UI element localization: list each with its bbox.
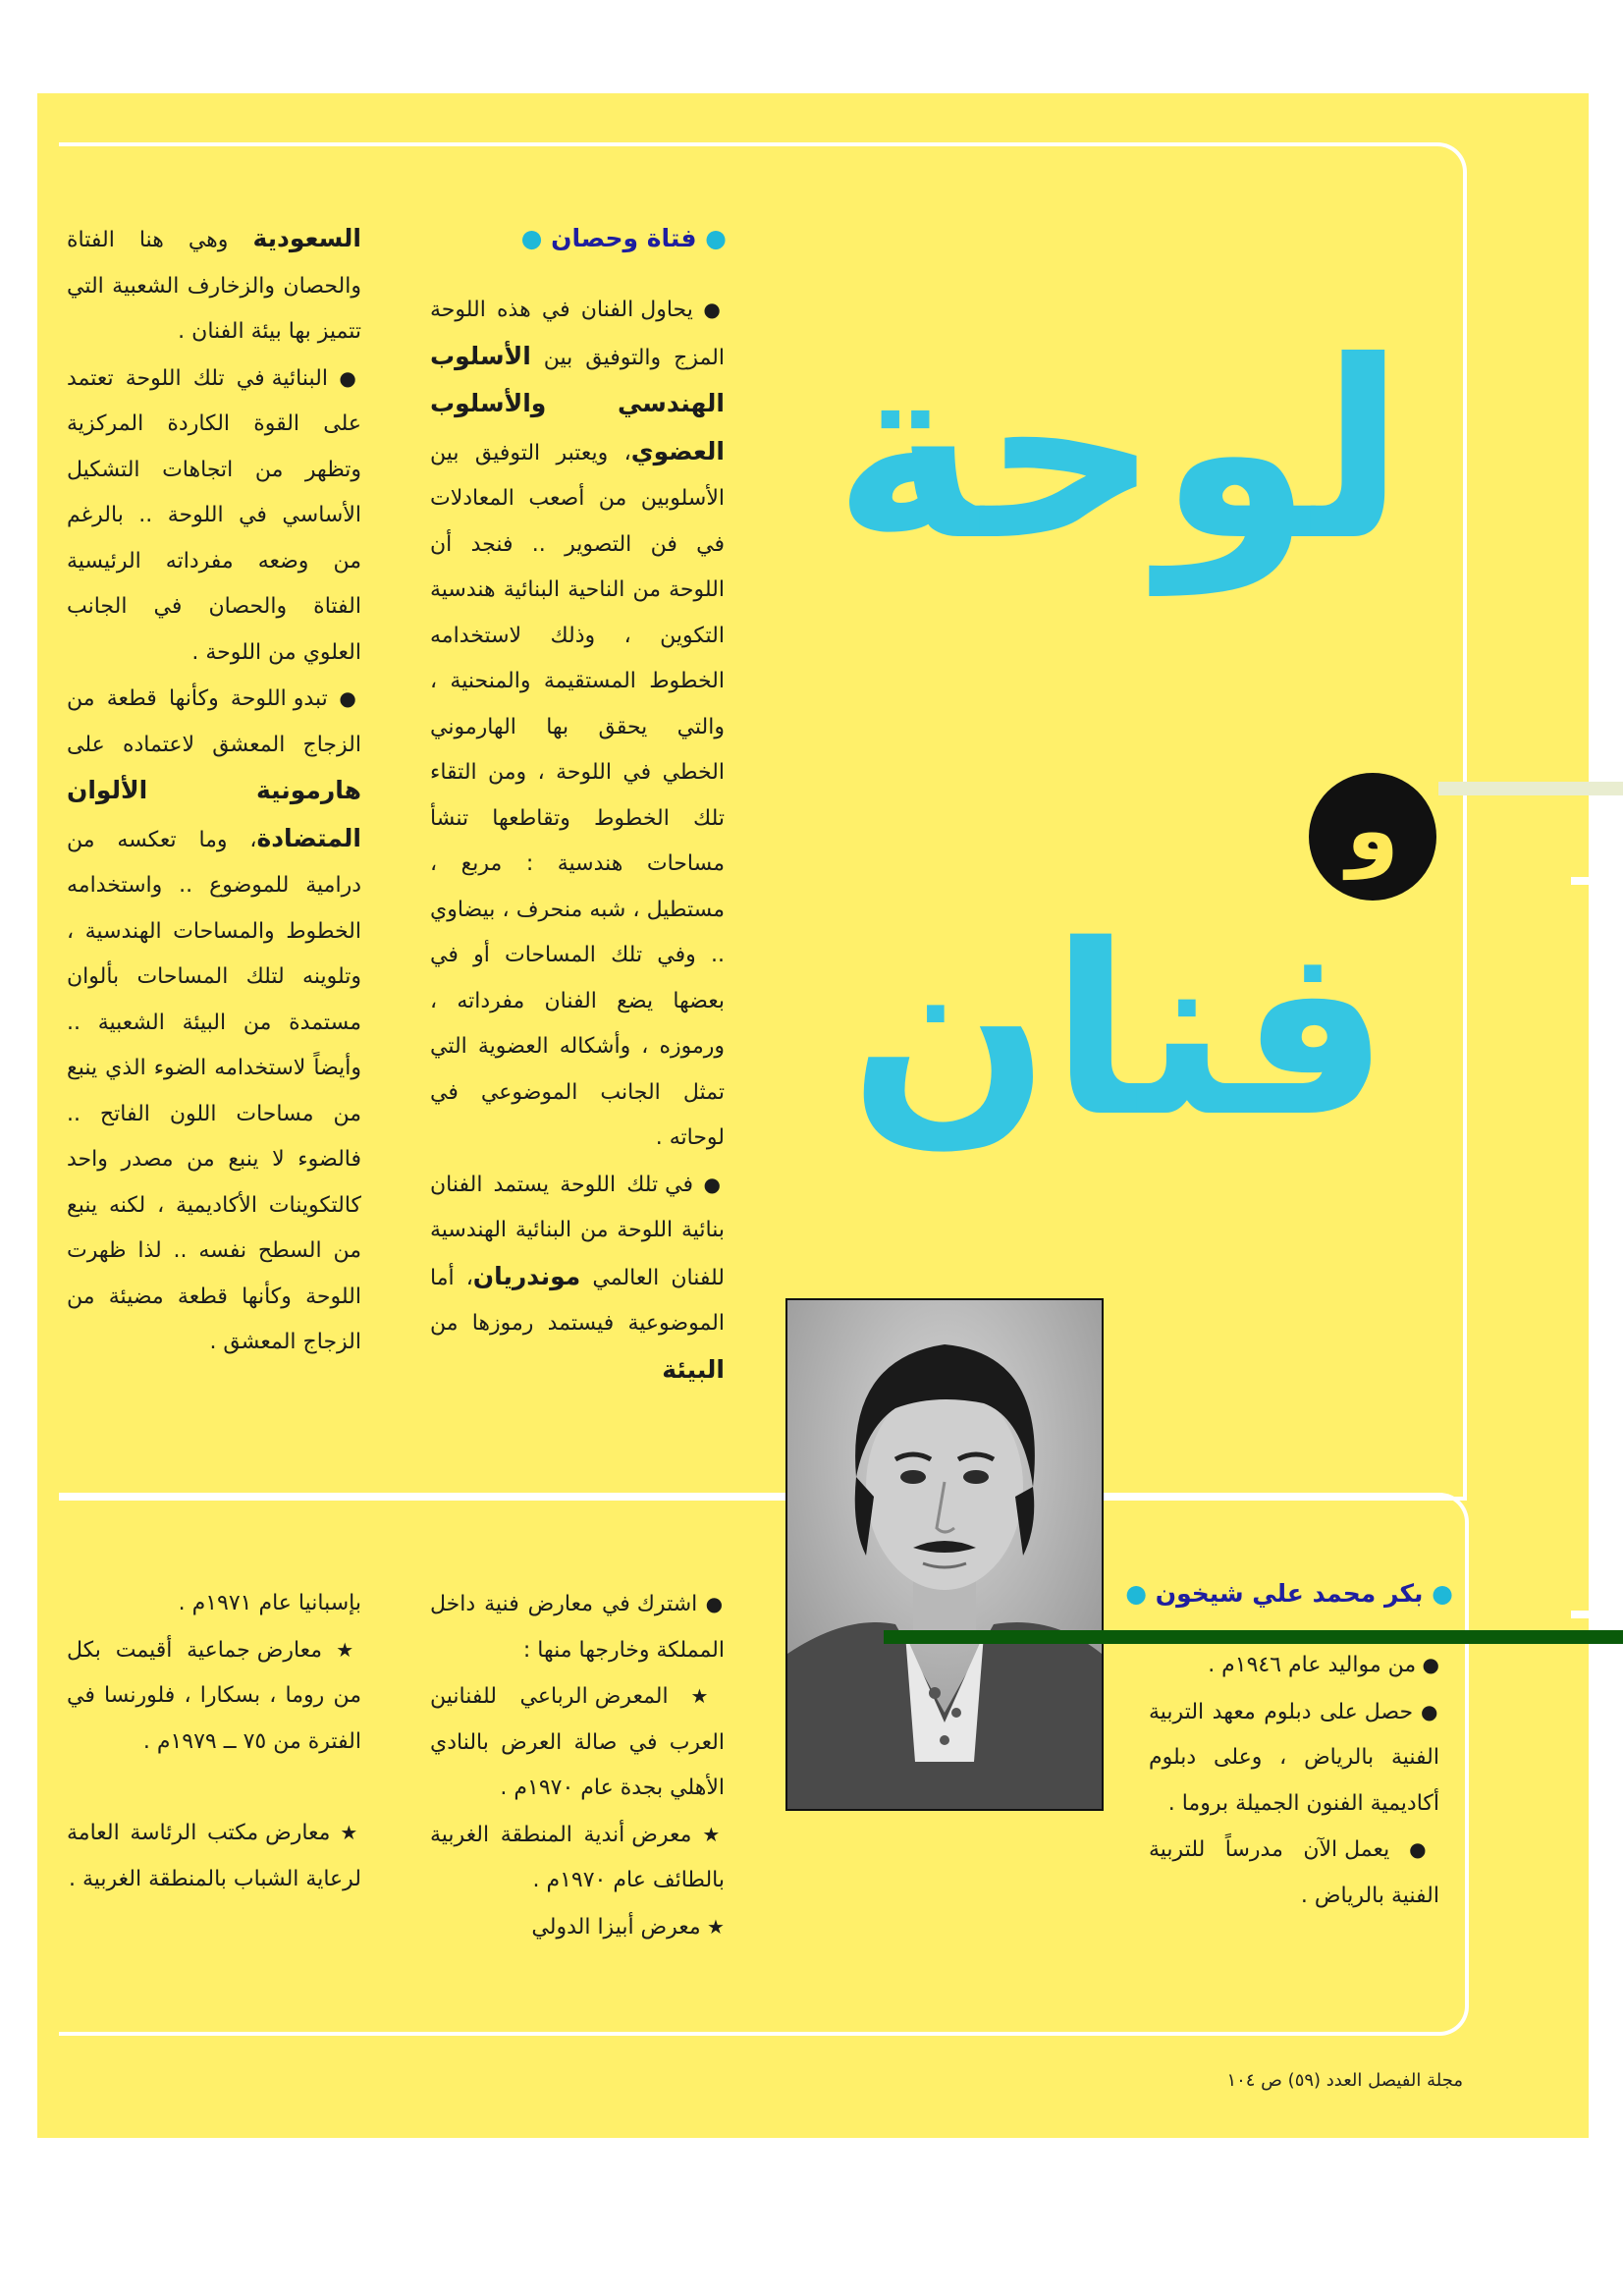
paragraph-text: يعمل الآن مدرساً للتربية الفنية بالرياض . [1149, 1837, 1439, 1908]
star-icon: ★ [700, 1914, 725, 1939]
title-conjunction: و [1309, 773, 1436, 901]
painting-column-left [67, 216, 361, 1414]
paragraph-text: المعرض الرباعي للفنانين العرب في صالة العرض بالنادي الأهلي بجدة عام ١٩٧٠م . [430, 1684, 725, 1800]
emphasis-text: البيئة [662, 1354, 725, 1384]
star-icon: ★ [691, 1822, 725, 1846]
paragraph-text: معارض جماعية أقيمت بكل من روما ، بسكارا ، فلورنسا في الفترة من ٧٥ ــ ١٩٧٩م . [67, 1637, 361, 1754]
title-word-painting: لوحة [833, 308, 1406, 594]
section-heading-artist-name [1119, 1579, 1453, 1608]
heading-bullet-icon: ● [705, 224, 727, 252]
bullet-icon: ● [697, 1592, 725, 1615]
paragraph-text: وهي هنا الفتاة والحصان والزخارف الشعبية التي تتميز بها بيئة الفنان . [67, 228, 361, 344]
page-footer: مجلة الفيصل العدد (٥٩) ص ١٠٤ [1226, 2070, 1463, 2091]
paragraph-text: ، ويعتبر التوفيق بين الأسلوبين من أصعب المعادلات في فن التصوير .. فنجد أن اللوحة من الناحية البنائية هندسية التكوين ، وذلك لاستخدامه الخطوط المستقيمة والمنحنية ، والتي يحقق بها الهارموني الخطي في اللوحة ، ومن التقاء تلك الخطوط وتقاطعها تنشأ مساحات هندسية : مربع ، مستطيل ، شبه منحرف ، بيضاوي .. وفي تلك المساحات أو في بعضها يضع الفنان مفرداته ، ورموزه ، وأشكاله العضوية التي تمثل الجانب الموضوعي في لوحاته . [430, 440, 725, 1150]
paragraph-text: ، وما تعكسه من درامية للموضوع .. واستخدامه الخطوط والمساحات الهندسية ، وتلوينه لتلك المساحات بألوان مستمدة من البيئة الشعبية .. وأيضاً لاستخدامه الضوء الذي ينبع من مساحات اللون الفاتح .. فالضوء لا ينبع من مصدر واحد كالتكوينات الأكاديمية ، لكنه ينبع من السطح نفسه .. لذا ظهرت اللوحة وكأنها قطعة مضيئة من الزجاج المعشق . [67, 827, 361, 1354]
bullet-icon: ● [1389, 1837, 1440, 1861]
emphasis-text: هارمونية الألوان المتضادة [67, 776, 361, 852]
paragraph-text: اشترك في معارض فنية داخل المملكة وخارجها منها : [430, 1592, 725, 1663]
bullet-icon: ● [693, 1172, 726, 1196]
bullet-icon: ● [1416, 1653, 1439, 1676]
heading-bullet-icon: ● [1125, 1579, 1148, 1608]
emphasis-text: موندريان [472, 1261, 581, 1290]
bullet-icon: ● [692, 298, 725, 321]
bio-column-middle [430, 1581, 725, 2013]
paragraph-text: معارض مكتب الرئاسة العامة لرعاية الشباب بالمنطقة الغربية . [67, 1821, 361, 1891]
paragraph-text: ، أما الموضوعية فيستمد رموزها من [430, 1265, 725, 1336]
bullet-icon: ● [327, 365, 361, 390]
heading-text: فتاة وحصان [551, 224, 697, 252]
section-heading-girl-and-horse [471, 224, 727, 252]
scan-artifact [1438, 782, 1623, 795]
paragraph-text: حصل على دبلوم معهد التربية الفنية بالرياض ، وعلى دبلوم أكاديمية الفنون الجميلة بروما . [1149, 1699, 1439, 1816]
paragraph-text: يحاول الفنان في هذه اللوحة المزج والتوفيق بين [430, 298, 725, 370]
emphasis-text: الأسلوب الهندسي والأسلوب العضوي [430, 341, 725, 465]
bullet-icon: ● [327, 686, 361, 710]
heading-text: بكر محمد علي شيخون [1155, 1579, 1424, 1608]
painting-column-right [430, 287, 725, 1396]
star-icon: ★ [330, 1821, 361, 1844]
heading-bullet-icon: ● [520, 224, 543, 252]
scan-artifact [1571, 877, 1623, 885]
paragraph-text: معرض أندية المنطقة الغربية بالطائف عام ١٩٧٠م . [430, 1822, 725, 1892]
heading-bullet-icon: ● [1432, 1579, 1453, 1608]
star-icon: ★ [668, 1684, 725, 1708]
star-icon: ★ [322, 1637, 361, 1662]
paragraph-text: معرض أبيزا الدولي [531, 1914, 701, 1940]
paragraph-text: من مواليد عام ١٩٤٦م . [1208, 1653, 1417, 1677]
paragraph-text: تبدو اللوحة وكأنها قطعة من الزجاج المعشق لاعتماده على [67, 686, 361, 757]
scan-artifact [884, 1630, 1623, 1644]
bullet-icon: ● [1413, 1699, 1439, 1723]
emphasis-text: السعودية [252, 224, 361, 252]
paragraph-text: في تلك اللوحة يستمد الفنان بنائية اللوحة من البنائية الهندسية للفنان العالمي [430, 1172, 725, 1290]
bio-column-right [1149, 1642, 1439, 2015]
title-word-artist: فنان [848, 894, 1390, 1169]
artist-portrait-photo [785, 1298, 1104, 1811]
bio-column-left [67, 1581, 361, 2013]
paragraph-text: البنائية في تلك اللوحة تعتمد على القوة الكاردة المركزية وتظهر من اتجاهات التشكيل الأساسي في اللوحة .. بالرغم من وضعه مفرداته الرئيسية الفتاة والحصان في الجانب العلوي من اللوحة . [67, 365, 361, 665]
scan-artifact [1571, 1611, 1623, 1618]
paragraph-text: بإسبانيا عام ١٩٧١م . [178, 1591, 361, 1615]
